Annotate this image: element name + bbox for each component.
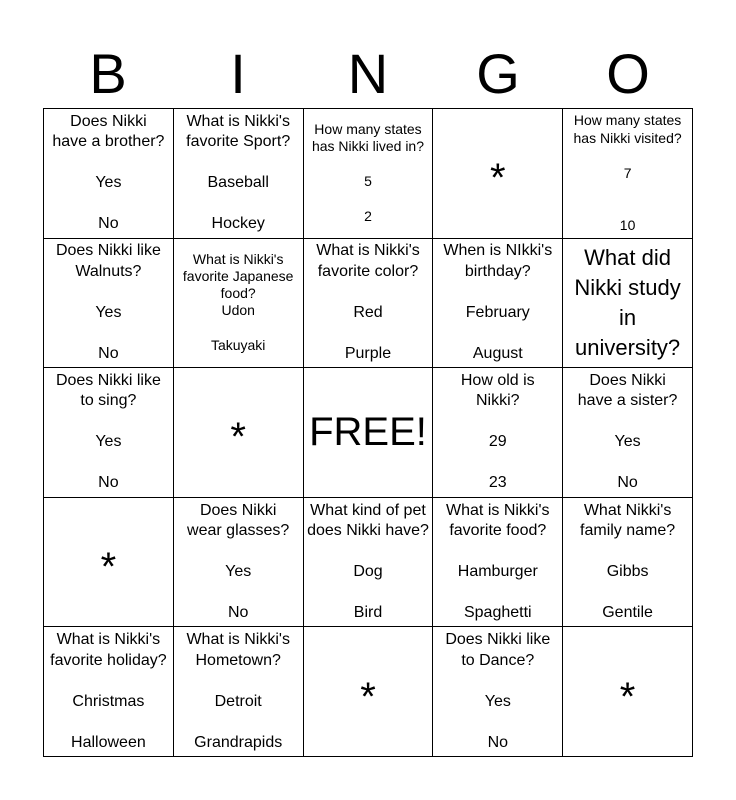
cell-text-line: Does Nikki (199, 501, 277, 519)
cell-text-line: Takuyaki (210, 337, 266, 354)
question-cell (44, 109, 174, 239)
cell-text-line: Does Nikki (70, 112, 147, 130)
cell-text-line: No (617, 474, 638, 492)
cell-text-line: food? (220, 285, 256, 302)
cell-text-line: Hockey (211, 215, 265, 233)
question-cell (563, 368, 693, 498)
cell-text-line: has Nikki visited? (573, 129, 682, 146)
cell-text-line: What is Nikki's (316, 242, 420, 260)
question-cell (174, 498, 304, 628)
cell-text-line: in (619, 304, 637, 330)
star-cell (433, 109, 563, 239)
cell-text-line: No (98, 474, 119, 492)
cell-text-line: Yes (95, 433, 122, 451)
cell-text-line: No (227, 604, 249, 622)
free-space (304, 368, 434, 498)
cell-text-line: Baseball (207, 174, 269, 192)
star-cell (563, 627, 693, 757)
cell-text-line: 7 (623, 164, 632, 181)
cell-text-line: wear glasses? (187, 522, 290, 540)
star-cell (304, 627, 434, 757)
cell-text-line: university? (575, 334, 681, 360)
cell-text-line: family name? (580, 522, 676, 540)
question-cell (304, 239, 434, 369)
cell-text-line: have a sister? (577, 392, 678, 410)
cell-text-line: to sing? (80, 392, 137, 410)
cell-text-line: has Nikki lived in? (311, 138, 425, 155)
cell-text-line: Red (353, 303, 383, 321)
header-letter-i: I (230, 42, 246, 105)
cell-text-line: What is Nikki's (446, 501, 550, 519)
cell-text-line: Christmas (72, 692, 145, 710)
cell-text-line: August (472, 344, 523, 362)
cell-text-line: What is Nikki's (192, 251, 284, 268)
header-letter-g: G (476, 42, 520, 105)
question-cell (433, 498, 563, 628)
cell-text-line: favorite Japanese (182, 268, 294, 285)
question-cell (174, 109, 304, 239)
cell-text-line: Yes (95, 303, 122, 321)
star-mark: * (619, 674, 636, 719)
cell-text-line: What kind of pet (310, 501, 426, 519)
bingo-header (43, 38, 693, 110)
header-letter-b: B (89, 42, 127, 105)
cell-text-line: favorite color? (317, 262, 419, 280)
cell-text-line: Hometown? (195, 651, 281, 669)
free-label: FREE! (309, 410, 427, 455)
cell-text-line: favorite Sport? (186, 133, 291, 151)
cell-text-line: What is Nikki's (186, 631, 290, 649)
question-cell (563, 239, 693, 369)
cell-text-line: Udon (221, 302, 255, 319)
question-cell (304, 109, 434, 239)
cell-text-line: What Nikki's (583, 501, 672, 519)
question-cell (174, 239, 304, 369)
cell-text-line: What is Nikki's (186, 112, 290, 130)
star-cell (44, 498, 174, 628)
star-mark: * (490, 156, 506, 201)
question-cell (563, 498, 693, 628)
cell-text-line: birthday? (464, 262, 531, 280)
question-cell (433, 239, 563, 369)
cell-text-line: favorite food? (449, 522, 547, 540)
star-mark: * (230, 415, 246, 460)
question-cell (563, 109, 693, 239)
cell-text-line: How many states (314, 120, 422, 137)
cell-text-line: No (98, 215, 119, 233)
cell-text-line: does Nikki have? (307, 522, 429, 540)
cell-text-line: 10 (619, 217, 636, 234)
cell-text-line: have a brother? (52, 133, 165, 151)
star-mark: * (100, 545, 117, 590)
question-cell (44, 368, 174, 498)
cell-text-line: Gentile (602, 604, 653, 622)
cell-text-line: Bird (353, 604, 383, 622)
cell-text-line: 29 (488, 433, 507, 451)
header-letter-n: N (347, 42, 389, 105)
cell-text-line: Spaghetti (463, 604, 532, 622)
cell-text-line: Nikki study (574, 274, 681, 300)
cell-text-line: Gibbs (606, 563, 649, 581)
bingo-grid (43, 108, 693, 757)
cell-text-line: Yes (225, 563, 252, 581)
question-cell (433, 368, 563, 498)
cell-text-line: favorite holiday? (50, 651, 167, 669)
star-cell (174, 368, 304, 498)
question-cell (174, 627, 304, 757)
cell-text-line: to Dance? (461, 651, 535, 669)
cell-text-line: 23 (488, 474, 507, 492)
cell-text-line: Grandrapids (194, 733, 283, 751)
cell-text-line: What did (584, 244, 671, 270)
question-cell (44, 627, 174, 757)
cell-text-line: Does Nikki like (445, 631, 551, 649)
cell-text-line: 5 (364, 173, 372, 190)
cell-text-line: Does Nikki like (55, 371, 161, 389)
cell-text-line: Yes (484, 692, 511, 710)
cell-text-line: How many states (573, 112, 682, 129)
question-cell (304, 498, 434, 628)
cell-text-line: Nikki? (476, 392, 520, 410)
cell-text-line: Does Nikki like (55, 242, 161, 260)
cell-text-line: Yes (614, 433, 641, 451)
header-letter-o: O (606, 42, 650, 105)
cell-text-line: February (465, 303, 530, 321)
cell-text-line: Purple (344, 344, 392, 362)
cell-text-line: How old is (460, 371, 535, 389)
question-cell (44, 239, 174, 369)
star-mark: * (360, 674, 376, 719)
cell-text-line: What is Nikki's (56, 631, 161, 649)
cell-text-line: No (98, 344, 119, 362)
cell-text-line: Halloween (71, 733, 146, 751)
cell-text-line: Does Nikki (589, 371, 666, 389)
cell-text-line: Hamburger (457, 563, 538, 581)
cell-text-line: No (487, 733, 509, 751)
cell-text-line: Detroit (214, 692, 262, 710)
cell-text-line: Walnuts? (75, 262, 142, 280)
cell-text-line: 2 (364, 208, 372, 225)
cell-text-line: Dog (353, 563, 383, 581)
cell-text-line: Yes (95, 174, 122, 192)
cell-text-line: When is NIkki's (443, 242, 553, 260)
question-cell (433, 627, 563, 757)
